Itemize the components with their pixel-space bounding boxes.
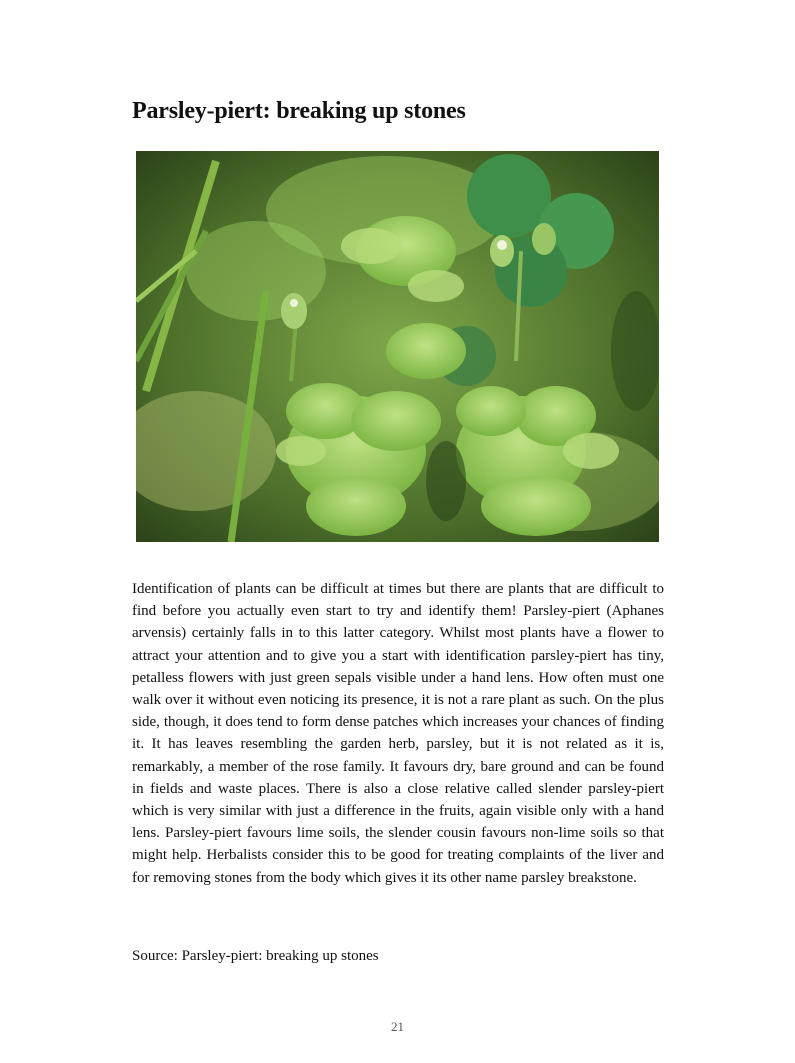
- page-title: Parsley-piert: breaking up stones: [132, 98, 466, 124]
- page-number: 21: [391, 1019, 404, 1034]
- parsley-piert-photo: [136, 151, 659, 542]
- body-paragraph: Identification of plants can be difficult at times but there are plants that are difficult to find before you actually even start to try and identify them! Parsley-piert (Aphanes arvensis) certainly falls in to this latter category. Whilst most plants have a flower to attract your attention and to give you a start with identification parsley-piert has tiny, petalless flowers with just green sepals visible under a hand lens. How often must one walk over it without even noticing its presence, it is not a rare plant as such. On the plus side, though, it does tend to form dense patches which increases your chances of finding it. It has leaves resembling the garden herb, parsley, but it is not related as it is, remarkably, a member of the rose family. It favours dry, bare ground and can be found in fields and waste places. There is also a close relative called slender parsley-piert which is very similar with just a difference in the fruits, again visible only with a hand lens. Parsley-piert favours lime soils, the slender cousin favours non-lime soils so that might help. Herbalists consider this to be good for treating complaints of the liver and for removing stones from the body which gives it its other name parsley breakstone.: [132, 581, 664, 886]
- source-line: Source: Parsley-piert: breaking up stones: [132, 948, 379, 964]
